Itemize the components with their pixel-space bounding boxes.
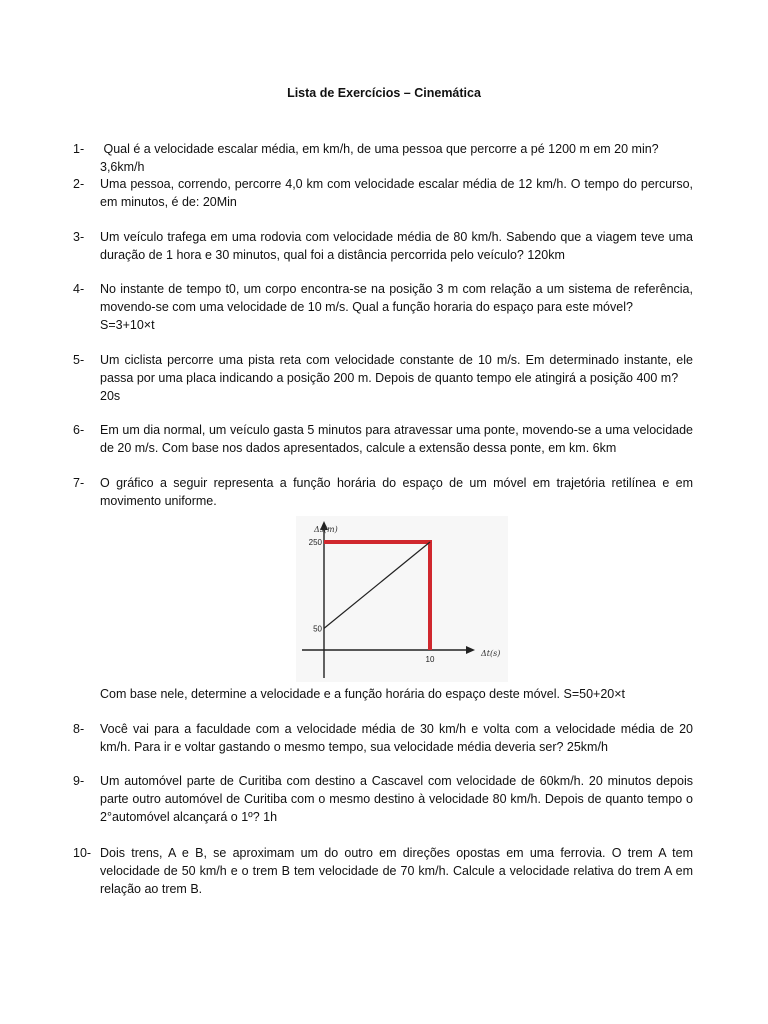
question-6 xyxy=(73,422,693,458)
question-7 xyxy=(73,475,693,511)
question-text: Em um dia normal, um veículo gasta 5 minutos para atravessar uma ponte, movendo-se a uma velocidade de 20 m/s. Com base nos dados apresentados, calcule a extensão dessa ponte, em km. 6km xyxy=(100,423,693,455)
question-text: Um ciclista percorre uma pista reta com velocidade constante de 10 m/s. Em determinado instante, ele passa por uma placa indicando a posição 200 m. Depois de quanto tempo ele atingirá a posição 400 m? xyxy=(100,353,693,385)
question-number: 1- xyxy=(73,142,85,156)
question-number: 4- xyxy=(73,282,85,296)
question-text: Qual é a velocidade escalar média, em km/h, de uma pessoa que percorre a pé 1200 m em 20 min? xyxy=(100,142,659,156)
question-text: Um veículo trafega em uma rodovia com velocidade média de 80 km/h. Sabendo que a viagem teve uma duração de 1 hora e 30 minutos, qual foi a distância percorrida pelo veículo? 120km xyxy=(100,230,693,262)
position-time-chart xyxy=(296,516,508,682)
y-axis-label: Δs(m) xyxy=(314,525,338,534)
question-text: Você vai para a faculdade com a velocidade média de 30 km/h e volta com a velocidade média de 20 km/h. Para ir e voltar gastando o mesmo tempo, sua velocidade média deveria ser? 25km/h xyxy=(100,722,693,754)
question-number: 10- xyxy=(73,846,92,860)
question-number: 5- xyxy=(73,353,85,367)
question-4 xyxy=(73,281,693,334)
question-5 xyxy=(73,352,693,405)
question-number: 3- xyxy=(73,230,85,244)
question-3 xyxy=(73,229,693,265)
question-9 xyxy=(73,773,693,826)
question-answer: 3,6km/h xyxy=(100,159,145,174)
question-text: O gráfico a seguir representa a função horária do espaço de um móvel em trajetória retilínea e em movimento uniforme. xyxy=(100,476,693,508)
x-tick-label: 10 xyxy=(425,655,435,664)
document-title: Lista de Exercícios – Cinemática xyxy=(287,86,481,100)
question-7-followup: Com base nele, determine a velocidade e a função horária do espaço deste móvel. S=50+20×t xyxy=(100,687,625,701)
question-number: 7- xyxy=(73,476,85,490)
question-answer: 20s xyxy=(100,388,121,403)
question-text: Um automóvel parte de Curitiba com destino a Cascavel com velocidade de 60km/h. 20 minutos depois parte outro automóvel de Curitiba com o mesmo destino à velocidade 80 km/h. Depois de quanto tempo o 2°automóvel alcançará o 1º? 1h xyxy=(100,774,693,824)
question-1 xyxy=(73,141,693,177)
question-text: Uma pessoa, correndo, percorre 4,0 km com velocidade escalar média de 12 km/h. O tempo do percurso, em minutos, é de: 20Min xyxy=(100,177,693,209)
question-10 xyxy=(73,845,693,898)
question-text: No instante de tempo t0, um corpo encontra-se na posição 3 m com relação a um sistema de referência, movendo-se com uma velocidade de 10 m/s. Qual a função horaria do espaço para este móvel? xyxy=(100,282,693,314)
question-answer: S=3+10×t xyxy=(100,317,155,332)
question-2 xyxy=(73,176,693,212)
y-tick-label: 250 xyxy=(308,538,322,547)
question-number: 2- xyxy=(73,177,85,191)
question-number: 6- xyxy=(73,423,85,437)
question-8 xyxy=(73,721,693,757)
question-text: Dois trens, A e B, se aproximam um do outro em direções opostas em uma ferrovia. O trem A tem velocidade de 50 km/h e o trem B tem velocidade de 70 km/h. Calcule a velocidade relativa do trem A em relação ao trem B. xyxy=(100,846,693,896)
question-number: 8- xyxy=(73,722,85,736)
question-number: 9- xyxy=(73,774,85,788)
y-tick-label: 50 xyxy=(313,624,322,634)
x-axis-label: Δt(s) xyxy=(481,649,501,658)
